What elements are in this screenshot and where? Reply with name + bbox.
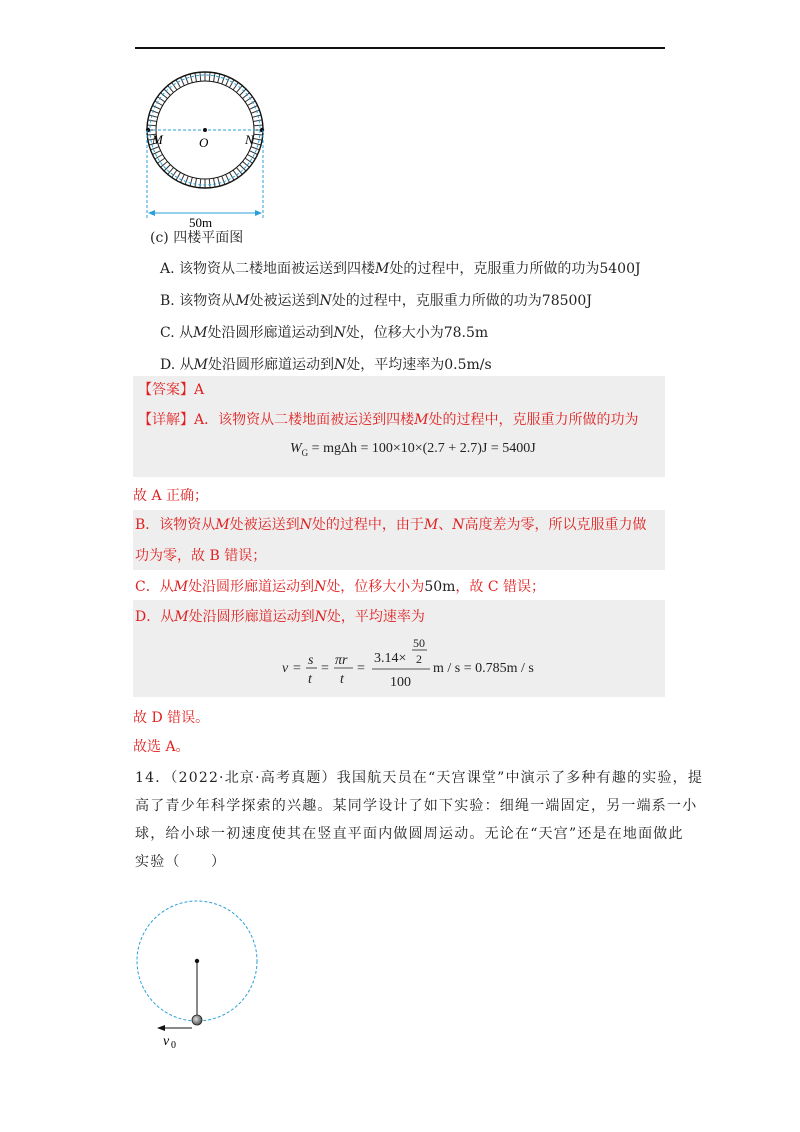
label-N: N [245,132,254,147]
var-M: M [193,357,208,373]
question-text: 我国航天员在“天宫课堂”中演示了多种有趣的实验，提 [336,770,704,786]
hatch-tick [200,179,201,188]
hatch-tick [218,74,220,83]
floor-plan-figure [128,60,278,232]
eq-frac-top: 50 [413,636,425,650]
label-O: O [199,135,209,150]
var-M: M [173,579,189,595]
option-d [160,355,492,375]
hatch-tick [230,80,235,88]
hatch-tick [233,82,238,89]
hatch-tick [247,101,255,106]
var-M: M [375,261,390,277]
c-text: 处沿圆形廊道运动到 [188,579,315,595]
option-text: 处沿圆形廊道运动到 [207,357,334,373]
option-text: 从 [179,357,194,373]
eq-equals-2: = [321,661,329,676]
arrow-head-right [255,210,262,216]
hatch-tick [195,73,197,82]
option-letter: A. [160,261,175,277]
hatch-tick [152,105,160,109]
b-text: 处的过程中，由于 [311,517,424,533]
option-text: 处，位移大小为 [345,325,444,341]
var-N: N [333,325,346,341]
hatch-tick [249,151,257,155]
hatch-tick [185,176,188,184]
var-M: M [423,517,439,533]
hatch-tick [226,77,230,85]
eq-rhs: = mgΔh = 100×10×(2.7 + 2.7)J = 5400J [308,441,536,456]
c-value: 50m [424,579,456,595]
option-b [160,291,592,311]
q14-line-1 [135,764,704,792]
option-letter: C. [160,325,175,341]
d-text: 处，平均速率为 [326,609,425,625]
velocity-label: v [163,1034,170,1049]
answer-label: 【答案】 [138,382,194,398]
option-a [160,259,641,279]
hatch-tick [155,101,163,106]
hatch-tick [226,174,230,182]
hatch-tick [180,77,184,85]
var-M: M [235,293,250,309]
eq-equals-1: = [293,661,301,676]
eq-s: s [308,653,314,668]
ball [192,1015,202,1025]
hatch-tick [147,125,156,126]
d-conclusion: 故 D 错误。 [133,710,210,726]
hatch-tick [209,179,210,188]
hatch-tick [209,72,210,81]
hatch-tick [172,82,177,89]
hatch-tick [150,147,158,150]
q14-line-4: 实验（ ） [135,854,227,870]
option-text: 从 [179,325,194,341]
answer-line [138,380,204,400]
var-M: M [414,412,429,428]
var-M: M [193,325,208,341]
final-answer: 故选 A。 [133,739,190,755]
hatch-tick [253,139,262,141]
circular-motion-figure [130,895,270,1055]
hatch-tick [180,174,184,182]
eq-t2: t [340,672,344,687]
option-text: 处的过程中，克服重力所做的功为 [331,293,542,309]
q14-line-3: 球，给小球一初速度使其在竖直平面内做圆周运动。无论在“天宫”还是在地面做此 [135,826,684,842]
b-text: 、 [438,517,453,533]
eq-equals-3: = [357,661,365,676]
var-N: N [314,579,327,595]
header-rule [135,47,665,49]
eq-pir: πr [335,653,348,668]
hatch-tick [214,178,216,187]
option-text: 该物资从二楼地面被运送到四楼 [179,261,376,277]
hatch-tick [254,125,263,126]
equation-speed [280,636,540,692]
option-text: 处沿圆形廊道运动到 [207,325,334,341]
option-letter: B. [160,293,175,309]
hatch-tick [190,177,192,186]
c-line [135,577,545,597]
c-text: 处，位移大小为 [326,579,425,595]
d-text: 处沿圆形廊道运动到 [188,609,315,625]
eq-v: v [282,661,289,676]
velocity-arrow-head [157,1025,165,1031]
point-N [260,128,264,132]
hatch-tick [252,115,261,117]
option-text: 处的过程中，克服重力所做的功为 [389,261,600,277]
point-M [146,128,150,132]
var-N: N [319,293,332,309]
option-value: 5400J [599,261,641,277]
var-N: N [299,517,312,533]
eq-frac-bot: 2 [416,652,422,666]
hatch-tick [150,110,158,113]
question-14 [135,764,704,876]
option-c [160,323,488,343]
b-text: B．该物资从 [135,517,216,533]
hatch-tick [195,178,197,187]
eq-t: t [308,672,312,687]
hatch-tick [253,120,262,122]
option-value: 78.5m [443,325,489,341]
option-text: 处被运送到 [249,293,320,309]
question-source: （2022·北京·高考真题） [170,770,337,786]
option-value: 78500J [541,293,592,309]
b-text: 高度差为零，所以克服重力做 [464,517,647,533]
arrow-head-left [148,210,155,216]
hatch-tick [185,75,188,83]
eq-unit: m / s = 0.785m / s [433,661,534,676]
d-line [135,607,425,627]
a-conclusion: 故 A 正确； [133,488,209,504]
eq-sub-G: G [301,447,309,458]
answer-value: A [194,382,205,398]
hatch-tick [222,176,225,184]
hatch-tick [254,134,263,135]
equation-work [290,441,536,458]
point-O [203,128,207,132]
eq-num: 3.14× [374,651,407,666]
option-text: 该物资从 [179,293,236,309]
c-text: ，故 C 错误； [455,579,546,595]
detail-text: 处的过程中，克服重力所做的功为 [428,412,639,428]
detail-text: A．该物资从二楼地面被运送到四楼 [194,412,415,428]
hatch-tick [249,105,257,109]
eq-W: W [290,441,302,456]
figure-caption: (c) 四楼平面图 [150,230,244,246]
dimension-label: 50m [189,215,213,230]
hatch-tick [190,74,192,83]
option-letter: D. [160,357,176,373]
detail-label: 【详解】 [138,412,194,428]
hatch-tick [218,177,220,186]
option-value: 0.5m/s [444,357,492,373]
var-N: N [333,357,347,373]
hatch-tick [214,73,216,82]
d-text: D．从 [135,609,175,625]
velocity-subscript: 0 [171,1040,176,1051]
detail-line-1 [138,410,638,430]
hatch-tick [222,75,225,83]
q14-line-2: 高了青少年科学探索的兴趣。某同学设计了如下实验：细绳一端固定，另一端系一小 [135,798,698,814]
var-M: M [215,517,230,533]
b-line-2: 功为零，故 B 错误； [135,548,267,564]
hatch-tick [148,120,157,122]
eq-den: 100 [390,675,411,690]
b-text: 处被运送到 [229,517,300,533]
hatch-tick [200,72,201,81]
var-M: M [174,609,189,625]
label-M: M [152,132,163,147]
var-N: N [452,517,465,533]
c-text: C．从 [135,579,174,595]
hatch-tick [149,115,158,117]
hatch-tick [251,110,259,113]
var-N: N [314,609,327,625]
hatch-tick [245,97,252,102]
b-line-1 [135,515,646,535]
option-text: 处，平均速率为 [346,357,445,373]
question-number: 14． [135,770,171,786]
hatch-tick [251,147,259,150]
hatch-tick [152,151,160,155]
